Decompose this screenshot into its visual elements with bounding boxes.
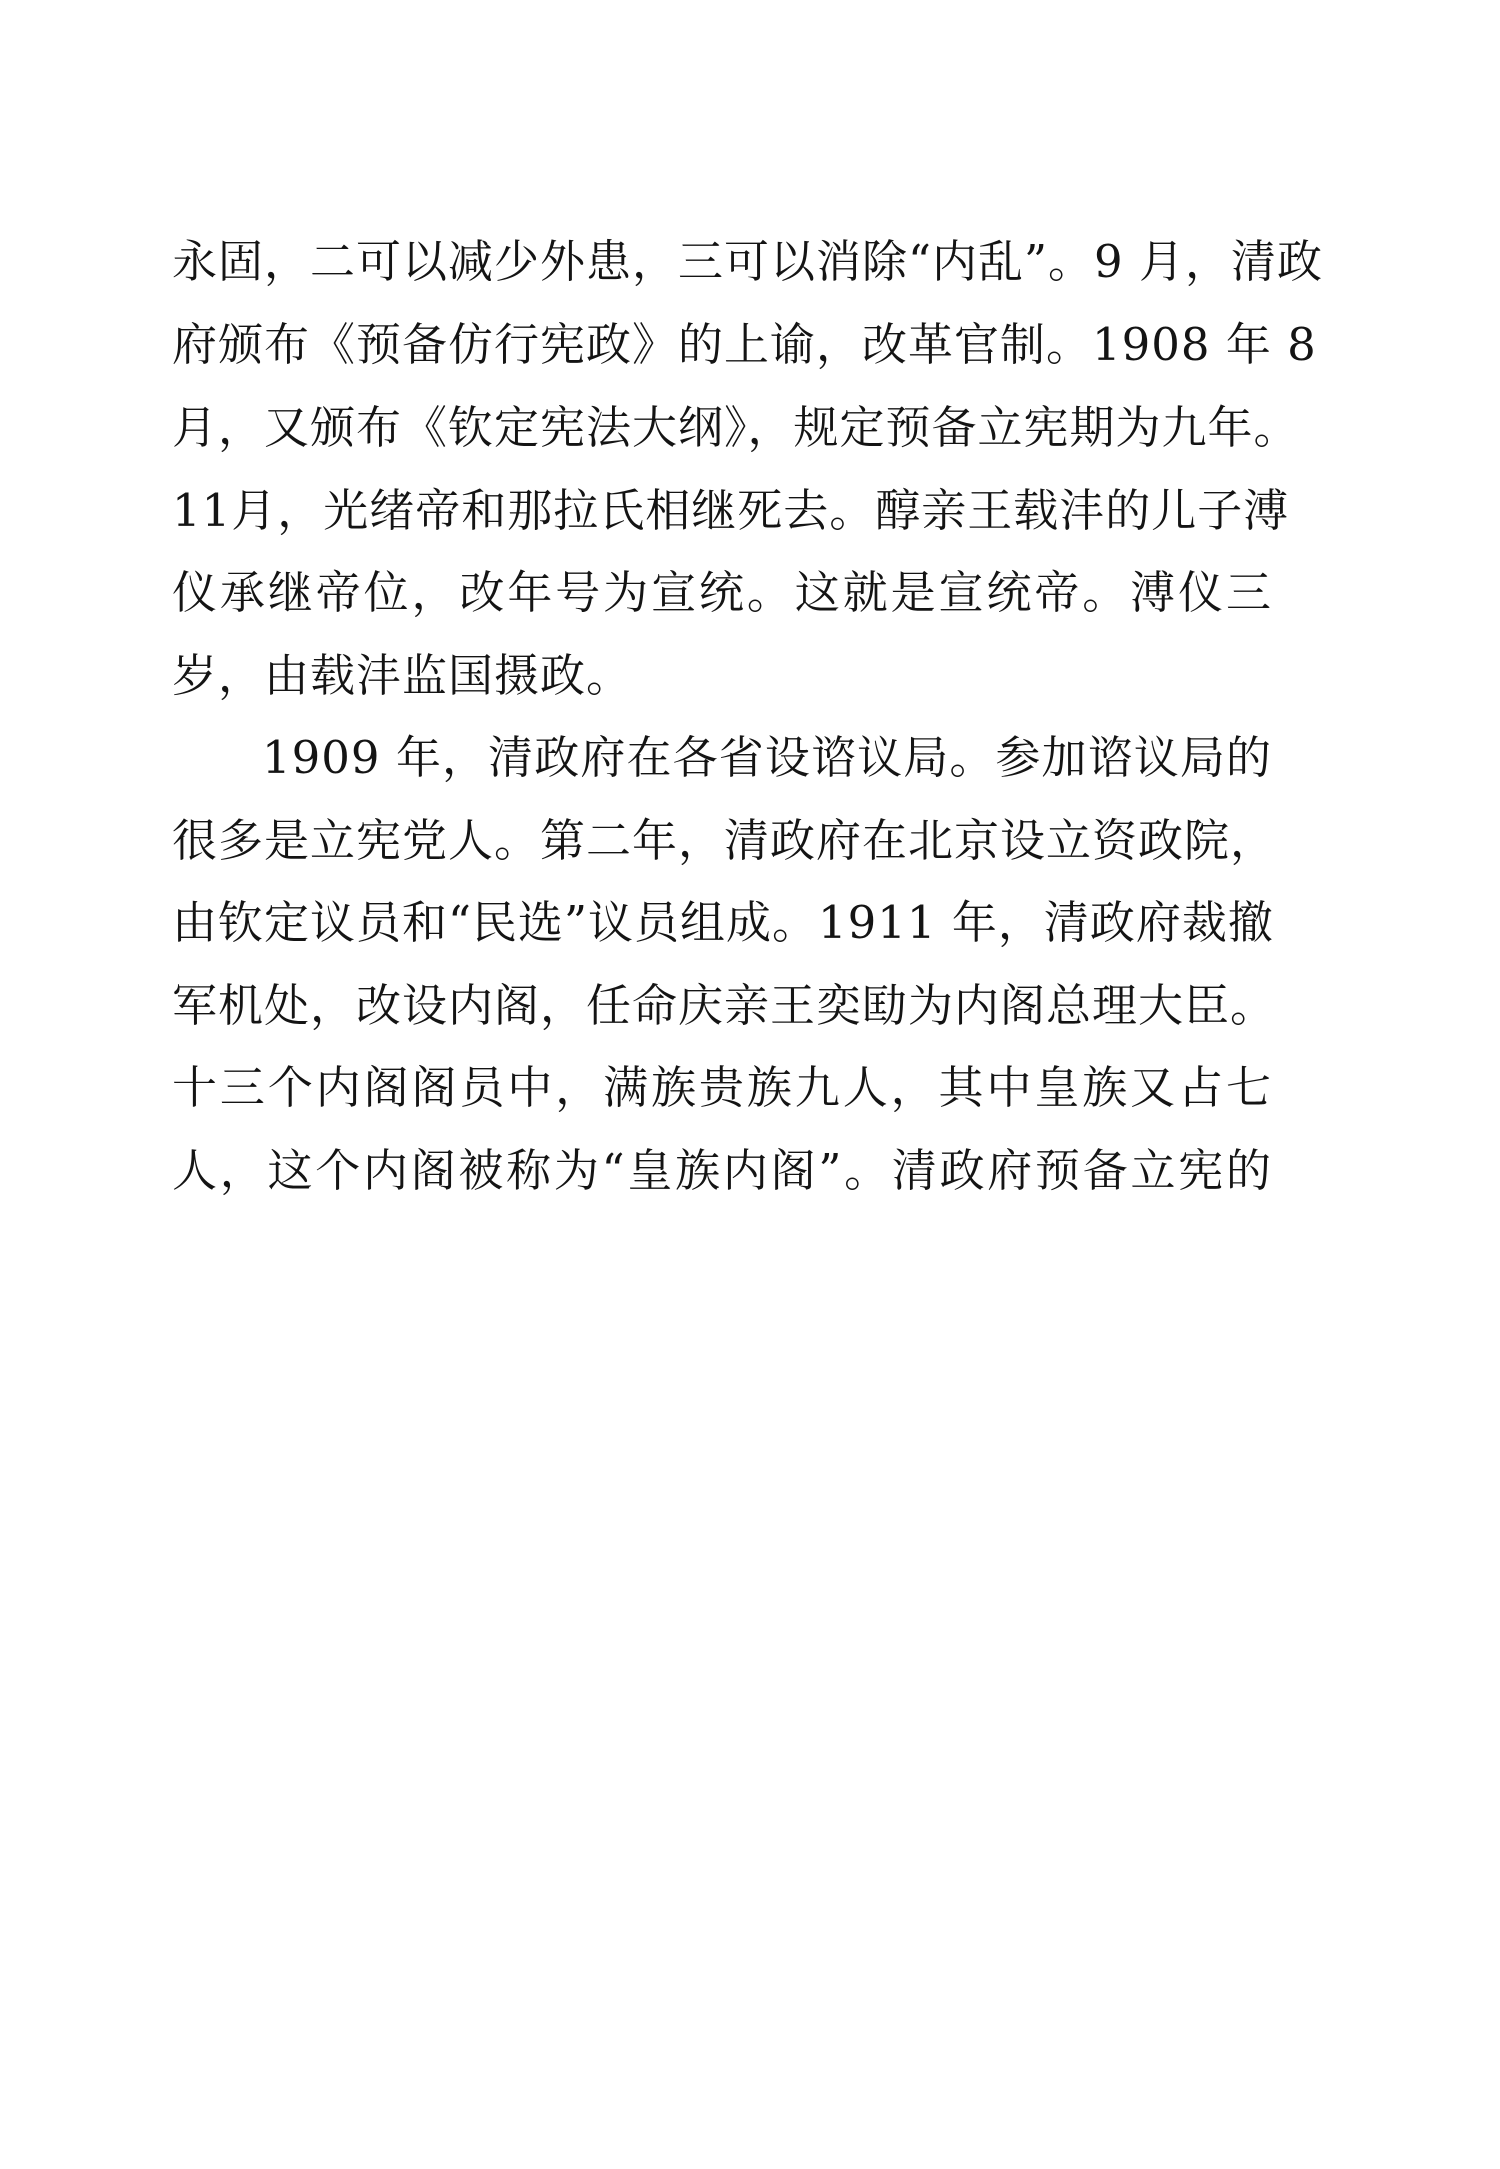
paragraph1-line-2: 府颁布《预备仿行宪政》的上谕，改革官制。1908 年 8 — [172, 318, 1317, 371]
paragraph2-line-2: 很多是立宪党人。第二年，清政府在北京设立资政院， — [172, 814, 1277, 867]
paragraph2-line-1: 1909 年，清政府在各省设谘议局。参加谘议局的 — [262, 731, 1272, 784]
paragraph2-line-3: 由钦定议员和“民选”议员组成。1911 年，清政府裁撤 — [172, 896, 1274, 949]
paragraph2-line-4: 军机处，改设内阁，任命庆亲王奕劻为内阁总理大臣。 — [172, 979, 1277, 1032]
paragraph1-line-1: 永固，二可以减少外患，三可以消除“内乱”。9 月，清政 — [172, 235, 1323, 288]
paragraph1-line-5: 仪承继帝位，改年号为宣统。这就是宣统帝。溥仪三 — [172, 566, 1272, 619]
paragraph2-line-5: 十三个内阁阁员中，满族贵族九人，其中皇族又占七 — [172, 1061, 1272, 1114]
paragraph1-line-3: 月，又颁布《钦定宪法大纲》，规定预备立宪期为九年。 — [172, 401, 1300, 454]
paragraph1-line-4: 11月，光绪帝和那拉氏相继死去。醇亲王载沣的儿子溥 — [172, 484, 1290, 537]
paragraph1-line-6: 岁，由载沣监国摄政。 — [172, 649, 633, 702]
paragraph2-line-6: 人，这个内阁被称为“皇族内阁”。清政府预备立宪的 — [172, 1144, 1272, 1197]
